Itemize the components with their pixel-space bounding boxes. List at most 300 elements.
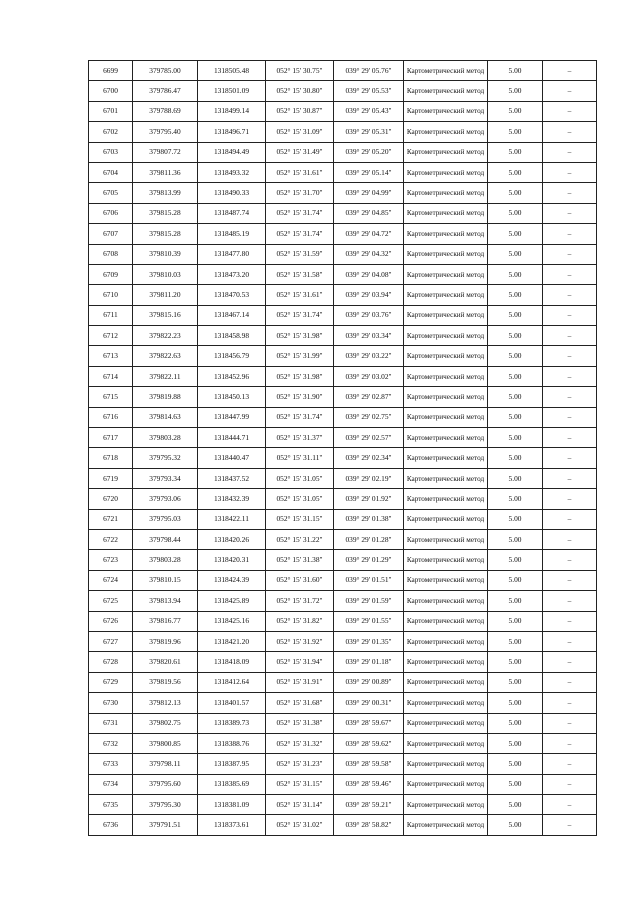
- table-row: [89, 468, 597, 488]
- x-coordinate-cell: 379819.96: [133, 631, 198, 651]
- method-cell: Картометрический метод: [404, 285, 488, 305]
- y-coordinate-cell: 1318470.53: [198, 285, 266, 305]
- note-cell: –: [543, 305, 597, 325]
- y-coordinate-cell: 1318490.33: [198, 183, 266, 203]
- latitude-cell: 052° 15' 31.22": [266, 529, 334, 549]
- x-coordinate-cell: 379802.75: [133, 713, 198, 733]
- table-row: [89, 652, 597, 672]
- note-cell: –: [543, 713, 597, 733]
- x-coordinate-cell: 379819.88: [133, 387, 198, 407]
- note-cell: –: [543, 183, 597, 203]
- point-number-cell: 6700: [89, 81, 133, 101]
- accuracy-cell: 5.00: [488, 754, 543, 774]
- longitude-cell: 039° 29' 01.29": [334, 550, 404, 570]
- longitude-cell: 039° 29' 03.76": [334, 305, 404, 325]
- longitude-cell: 039° 28' 59.21": [334, 795, 404, 815]
- method-cell: Картометрический метод: [404, 591, 488, 611]
- longitude-cell: 039° 29' 04.99": [334, 183, 404, 203]
- note-cell: –: [543, 101, 597, 121]
- y-coordinate-cell: 1318385.69: [198, 774, 266, 794]
- point-number-cell: 6727: [89, 631, 133, 651]
- method-cell: Картометрический метод: [404, 509, 488, 529]
- latitude-cell: 052° 15' 31.74": [266, 305, 334, 325]
- note-cell: –: [543, 264, 597, 284]
- point-number-cell: 6716: [89, 407, 133, 427]
- longitude-cell: 039° 29' 04.08": [334, 264, 404, 284]
- method-cell: Картометрический метод: [404, 529, 488, 549]
- method-cell: Картометрический метод: [404, 326, 488, 346]
- x-coordinate-cell: 379815.28: [133, 203, 198, 223]
- note-cell: –: [543, 81, 597, 101]
- point-number-cell: 6729: [89, 672, 133, 692]
- latitude-cell: 052° 15' 31.23": [266, 754, 334, 774]
- method-cell: Картометрический метод: [404, 672, 488, 692]
- note-cell: –: [543, 795, 597, 815]
- longitude-cell: 039° 29' 05.14": [334, 162, 404, 182]
- point-number-cell: 6726: [89, 611, 133, 631]
- y-coordinate-cell: 1318420.26: [198, 529, 266, 549]
- latitude-cell: 052° 15' 31.74": [266, 203, 334, 223]
- x-coordinate-cell: 379815.16: [133, 305, 198, 325]
- y-coordinate-cell: 1318418.09: [198, 652, 266, 672]
- method-cell: Картометрический метод: [404, 489, 488, 509]
- method-cell: Картометрический метод: [404, 183, 488, 203]
- accuracy-cell: 5.00: [488, 387, 543, 407]
- document-page: [88, 60, 596, 836]
- y-coordinate-cell: 1318424.39: [198, 570, 266, 590]
- x-coordinate-cell: 379810.15: [133, 570, 198, 590]
- table-row: [89, 162, 597, 182]
- point-number-cell: 6718: [89, 448, 133, 468]
- note-cell: –: [543, 61, 597, 81]
- x-coordinate-cell: 379785.00: [133, 61, 198, 81]
- method-cell: Картометрический метод: [404, 693, 488, 713]
- longitude-cell: 039° 28' 59.62": [334, 733, 404, 753]
- point-number-cell: 6731: [89, 713, 133, 733]
- point-number-cell: 6720: [89, 489, 133, 509]
- note-cell: –: [543, 448, 597, 468]
- latitude-cell: 052° 15' 31.15": [266, 774, 334, 794]
- longitude-cell: 039° 29' 02.87": [334, 387, 404, 407]
- point-number-cell: 6721: [89, 509, 133, 529]
- method-cell: Картометрический метод: [404, 611, 488, 631]
- longitude-cell: 039° 29' 01.92": [334, 489, 404, 509]
- table-row: [89, 244, 597, 264]
- y-coordinate-cell: 1318499.14: [198, 101, 266, 121]
- table-row: [89, 733, 597, 753]
- latitude-cell: 052° 15' 31.58": [266, 264, 334, 284]
- point-number-cell: 6703: [89, 142, 133, 162]
- note-cell: –: [543, 387, 597, 407]
- method-cell: Картометрический метод: [404, 733, 488, 753]
- note-cell: –: [543, 591, 597, 611]
- note-cell: –: [543, 652, 597, 672]
- table-row: [89, 489, 597, 509]
- x-coordinate-cell: 379800.85: [133, 733, 198, 753]
- x-coordinate-cell: 379795.32: [133, 448, 198, 468]
- latitude-cell: 052° 15' 31.15": [266, 509, 334, 529]
- y-coordinate-cell: 1318420.31: [198, 550, 266, 570]
- latitude-cell: 052° 15' 31.32": [266, 733, 334, 753]
- latitude-cell: 052° 15' 31.09": [266, 122, 334, 142]
- y-coordinate-cell: 1318387.95: [198, 754, 266, 774]
- note-cell: –: [543, 122, 597, 142]
- y-coordinate-cell: 1318485.19: [198, 224, 266, 244]
- longitude-cell: 039° 28' 59.46": [334, 774, 404, 794]
- x-coordinate-cell: 379798.11: [133, 754, 198, 774]
- accuracy-cell: 5.00: [488, 264, 543, 284]
- table-row: [89, 366, 597, 386]
- y-coordinate-cell: 1318373.61: [198, 815, 266, 835]
- accuracy-cell: 5.00: [488, 631, 543, 651]
- latitude-cell: 052° 15' 31.99": [266, 346, 334, 366]
- x-coordinate-cell: 379810.39: [133, 244, 198, 264]
- longitude-cell: 039° 29' 05.31": [334, 122, 404, 142]
- point-number-cell: 6707: [89, 224, 133, 244]
- accuracy-cell: 5.00: [488, 326, 543, 346]
- accuracy-cell: 5.00: [488, 162, 543, 182]
- method-cell: Картометрический метод: [404, 652, 488, 672]
- longitude-cell: 039° 29' 00.31": [334, 693, 404, 713]
- x-coordinate-cell: 379814.63: [133, 407, 198, 427]
- note-cell: –: [543, 326, 597, 346]
- method-cell: Картометрический метод: [404, 407, 488, 427]
- method-cell: Картометрический метод: [404, 346, 488, 366]
- longitude-cell: 039° 29' 04.72": [334, 224, 404, 244]
- latitude-cell: 052° 15' 31.05": [266, 489, 334, 509]
- accuracy-cell: 5.00: [488, 407, 543, 427]
- latitude-cell: 052° 15' 30.87": [266, 101, 334, 121]
- table-row: [89, 387, 597, 407]
- method-cell: Картометрический метод: [404, 631, 488, 651]
- x-coordinate-cell: 379822.11: [133, 366, 198, 386]
- x-coordinate-cell: 379795.03: [133, 509, 198, 529]
- point-number-cell: 6735: [89, 795, 133, 815]
- point-number-cell: 6701: [89, 101, 133, 121]
- accuracy-cell: 5.00: [488, 550, 543, 570]
- longitude-cell: 039° 29' 02.34": [334, 448, 404, 468]
- table-body: [89, 61, 597, 836]
- latitude-cell: 052° 15' 31.38": [266, 550, 334, 570]
- accuracy-cell: 5.00: [488, 774, 543, 794]
- accuracy-cell: 5.00: [488, 468, 543, 488]
- method-cell: Картометрический метод: [404, 713, 488, 733]
- longitude-cell: 039° 29' 01.55": [334, 611, 404, 631]
- longitude-cell: 039° 29' 02.19": [334, 468, 404, 488]
- note-cell: –: [543, 203, 597, 223]
- method-cell: Картометрический метод: [404, 387, 488, 407]
- longitude-cell: 039° 29' 01.59": [334, 591, 404, 611]
- y-coordinate-cell: 1318458.98: [198, 326, 266, 346]
- table-row: [89, 815, 597, 835]
- method-cell: Картометрический метод: [404, 162, 488, 182]
- note-cell: –: [543, 407, 597, 427]
- latitude-cell: 052° 15' 31.37": [266, 428, 334, 448]
- point-number-cell: 6722: [89, 529, 133, 549]
- accuracy-cell: 5.00: [488, 224, 543, 244]
- accuracy-cell: 5.00: [488, 611, 543, 631]
- table-row: [89, 591, 597, 611]
- x-coordinate-cell: 379822.23: [133, 326, 198, 346]
- latitude-cell: 052° 15' 31.98": [266, 366, 334, 386]
- method-cell: Картометрический метод: [404, 61, 488, 81]
- method-cell: Картометрический метод: [404, 754, 488, 774]
- note-cell: –: [543, 693, 597, 713]
- method-cell: Картометрический метод: [404, 244, 488, 264]
- x-coordinate-cell: 379803.28: [133, 550, 198, 570]
- point-number-cell: 6736: [89, 815, 133, 835]
- table-row: [89, 203, 597, 223]
- note-cell: –: [543, 631, 597, 651]
- point-number-cell: 6711: [89, 305, 133, 325]
- latitude-cell: 052° 15' 31.14": [266, 795, 334, 815]
- table-row: [89, 183, 597, 203]
- table-row: [89, 142, 597, 162]
- method-cell: Картометрический метод: [404, 570, 488, 590]
- latitude-cell: 052° 15' 31.82": [266, 611, 334, 631]
- longitude-cell: 039° 29' 03.94": [334, 285, 404, 305]
- y-coordinate-cell: 1318501.09: [198, 81, 266, 101]
- point-number-cell: 6723: [89, 550, 133, 570]
- table-row: [89, 122, 597, 142]
- note-cell: –: [543, 509, 597, 529]
- note-cell: –: [543, 428, 597, 448]
- note-cell: –: [543, 754, 597, 774]
- latitude-cell: 052° 15' 31.70": [266, 183, 334, 203]
- point-number-cell: 6702: [89, 122, 133, 142]
- method-cell: Картометрический метод: [404, 203, 488, 223]
- x-coordinate-cell: 379815.28: [133, 224, 198, 244]
- x-coordinate-cell: 379813.99: [133, 183, 198, 203]
- note-cell: –: [543, 468, 597, 488]
- accuracy-cell: 5.00: [488, 489, 543, 509]
- y-coordinate-cell: 1318425.16: [198, 611, 266, 631]
- longitude-cell: 039° 29' 04.85": [334, 203, 404, 223]
- table-row: [89, 81, 597, 101]
- latitude-cell: 052° 15' 31.90": [266, 387, 334, 407]
- note-cell: –: [543, 529, 597, 549]
- method-cell: Картометрический метод: [404, 815, 488, 835]
- accuracy-cell: 5.00: [488, 346, 543, 366]
- table-row: [89, 224, 597, 244]
- longitude-cell: 039° 29' 04.32": [334, 244, 404, 264]
- accuracy-cell: 5.00: [488, 448, 543, 468]
- point-number-cell: 6725: [89, 591, 133, 611]
- table-row: [89, 305, 597, 325]
- note-cell: –: [543, 611, 597, 631]
- x-coordinate-cell: 379813.94: [133, 591, 198, 611]
- latitude-cell: 052° 15' 31.98": [266, 326, 334, 346]
- latitude-cell: 052° 15' 31.91": [266, 672, 334, 692]
- table-row: [89, 61, 597, 81]
- point-number-cell: 6708: [89, 244, 133, 264]
- latitude-cell: 052° 15' 31.61": [266, 285, 334, 305]
- longitude-cell: 039° 29' 03.34": [334, 326, 404, 346]
- note-cell: –: [543, 346, 597, 366]
- table-row: [89, 754, 597, 774]
- point-number-cell: 6706: [89, 203, 133, 223]
- accuracy-cell: 5.00: [488, 591, 543, 611]
- x-coordinate-cell: 379810.03: [133, 264, 198, 284]
- note-cell: –: [543, 815, 597, 835]
- x-coordinate-cell: 379793.34: [133, 468, 198, 488]
- x-coordinate-cell: 379822.63: [133, 346, 198, 366]
- table-row: [89, 550, 597, 570]
- point-number-cell: 6704: [89, 162, 133, 182]
- method-cell: Картометрический метод: [404, 468, 488, 488]
- longitude-cell: 039° 29' 03.22": [334, 346, 404, 366]
- point-number-cell: 6712: [89, 326, 133, 346]
- note-cell: –: [543, 570, 597, 590]
- method-cell: Картометрический метод: [404, 774, 488, 794]
- longitude-cell: 039° 29' 05.20": [334, 142, 404, 162]
- latitude-cell: 052° 15' 31.94": [266, 652, 334, 672]
- accuracy-cell: 5.00: [488, 285, 543, 305]
- point-number-cell: 6714: [89, 366, 133, 386]
- point-number-cell: 6710: [89, 285, 133, 305]
- x-coordinate-cell: 379820.61: [133, 652, 198, 672]
- x-coordinate-cell: 379791.51: [133, 815, 198, 835]
- table-row: [89, 101, 597, 121]
- accuracy-cell: 5.00: [488, 733, 543, 753]
- x-coordinate-cell: 379793.06: [133, 489, 198, 509]
- y-coordinate-cell: 1318505.48: [198, 61, 266, 81]
- table-row: [89, 611, 597, 631]
- x-coordinate-cell: 379816.77: [133, 611, 198, 631]
- y-coordinate-cell: 1318450.13: [198, 387, 266, 407]
- longitude-cell: 039° 29' 00.89": [334, 672, 404, 692]
- longitude-cell: 039° 28' 59.58": [334, 754, 404, 774]
- table-row: [89, 326, 597, 346]
- y-coordinate-cell: 1318440.47: [198, 448, 266, 468]
- method-cell: Картометрический метод: [404, 795, 488, 815]
- latitude-cell: 052° 15' 31.02": [266, 815, 334, 835]
- x-coordinate-cell: 379812.13: [133, 693, 198, 713]
- table-row: [89, 529, 597, 549]
- point-number-cell: 6730: [89, 693, 133, 713]
- latitude-cell: 052° 15' 31.38": [266, 713, 334, 733]
- note-cell: –: [543, 142, 597, 162]
- y-coordinate-cell: 1318432.39: [198, 489, 266, 509]
- longitude-cell: 039° 29' 05.76": [334, 61, 404, 81]
- table-row: [89, 672, 597, 692]
- table-row: [89, 346, 597, 366]
- note-cell: –: [543, 550, 597, 570]
- accuracy-cell: 5.00: [488, 529, 543, 549]
- y-coordinate-cell: 1318487.74: [198, 203, 266, 223]
- table-row: [89, 693, 597, 713]
- table-row: [89, 713, 597, 733]
- y-coordinate-cell: 1318452.96: [198, 366, 266, 386]
- method-cell: Картометрический метод: [404, 224, 488, 244]
- y-coordinate-cell: 1318401.57: [198, 693, 266, 713]
- point-number-cell: 6733: [89, 754, 133, 774]
- point-number-cell: 6713: [89, 346, 133, 366]
- y-coordinate-cell: 1318467.14: [198, 305, 266, 325]
- y-coordinate-cell: 1318437.52: [198, 468, 266, 488]
- accuracy-cell: 5.00: [488, 122, 543, 142]
- longitude-cell: 039° 29' 02.57": [334, 428, 404, 448]
- method-cell: Картометрический метод: [404, 305, 488, 325]
- table-row: [89, 631, 597, 651]
- note-cell: –: [543, 489, 597, 509]
- longitude-cell: 039° 29' 01.18": [334, 652, 404, 672]
- method-cell: Картометрический метод: [404, 101, 488, 121]
- x-coordinate-cell: 379811.36: [133, 162, 198, 182]
- latitude-cell: 052° 15' 30.75": [266, 61, 334, 81]
- note-cell: –: [543, 366, 597, 386]
- latitude-cell: 052° 15' 31.59": [266, 244, 334, 264]
- y-coordinate-cell: 1318477.80: [198, 244, 266, 264]
- accuracy-cell: 5.00: [488, 81, 543, 101]
- latitude-cell: 052° 15' 31.60": [266, 570, 334, 590]
- y-coordinate-cell: 1318388.76: [198, 733, 266, 753]
- note-cell: –: [543, 244, 597, 264]
- point-number-cell: 6717: [89, 428, 133, 448]
- y-coordinate-cell: 1318381.09: [198, 795, 266, 815]
- latitude-cell: 052° 15' 31.74": [266, 407, 334, 427]
- y-coordinate-cell: 1318421.20: [198, 631, 266, 651]
- accuracy-cell: 5.00: [488, 101, 543, 121]
- method-cell: Картометрический метод: [404, 448, 488, 468]
- longitude-cell: 039° 28' 58.82": [334, 815, 404, 835]
- latitude-cell: 052° 15' 30.80": [266, 81, 334, 101]
- y-coordinate-cell: 1318425.89: [198, 591, 266, 611]
- accuracy-cell: 5.00: [488, 183, 543, 203]
- accuracy-cell: 5.00: [488, 815, 543, 835]
- longitude-cell: 039° 29' 01.38": [334, 509, 404, 529]
- point-number-cell: 6715: [89, 387, 133, 407]
- accuracy-cell: 5.00: [488, 570, 543, 590]
- longitude-cell: 039° 29' 02.75": [334, 407, 404, 427]
- y-coordinate-cell: 1318473.20: [198, 264, 266, 284]
- table-row: [89, 428, 597, 448]
- x-coordinate-cell: 379788.69: [133, 101, 198, 121]
- table-row: [89, 285, 597, 305]
- table-row: [89, 264, 597, 284]
- longitude-cell: 039° 29' 03.02": [334, 366, 404, 386]
- x-coordinate-cell: 379803.28: [133, 428, 198, 448]
- method-cell: Картометрический метод: [404, 81, 488, 101]
- note-cell: –: [543, 733, 597, 753]
- method-cell: Картометрический метод: [404, 550, 488, 570]
- x-coordinate-cell: 379786.47: [133, 81, 198, 101]
- method-cell: Картометрический метод: [404, 264, 488, 284]
- accuracy-cell: 5.00: [488, 672, 543, 692]
- accuracy-cell: 5.00: [488, 366, 543, 386]
- coordinates-table: [88, 60, 597, 836]
- latitude-cell: 052° 15' 31.61": [266, 162, 334, 182]
- accuracy-cell: 5.00: [488, 142, 543, 162]
- method-cell: Картометрический метод: [404, 366, 488, 386]
- y-coordinate-cell: 1318389.73: [198, 713, 266, 733]
- latitude-cell: 052° 15' 31.74": [266, 224, 334, 244]
- x-coordinate-cell: 379795.40: [133, 122, 198, 142]
- x-coordinate-cell: 379819.56: [133, 672, 198, 692]
- method-cell: Картометрический метод: [404, 122, 488, 142]
- longitude-cell: 039° 29' 05.53": [334, 81, 404, 101]
- x-coordinate-cell: 379811.20: [133, 285, 198, 305]
- note-cell: –: [543, 224, 597, 244]
- y-coordinate-cell: 1318447.99: [198, 407, 266, 427]
- method-cell: Картометрический метод: [404, 142, 488, 162]
- x-coordinate-cell: 379798.44: [133, 529, 198, 549]
- y-coordinate-cell: 1318493.32: [198, 162, 266, 182]
- accuracy-cell: 5.00: [488, 693, 543, 713]
- accuracy-cell: 5.00: [488, 509, 543, 529]
- note-cell: –: [543, 285, 597, 305]
- longitude-cell: 039° 28' 59.67": [334, 713, 404, 733]
